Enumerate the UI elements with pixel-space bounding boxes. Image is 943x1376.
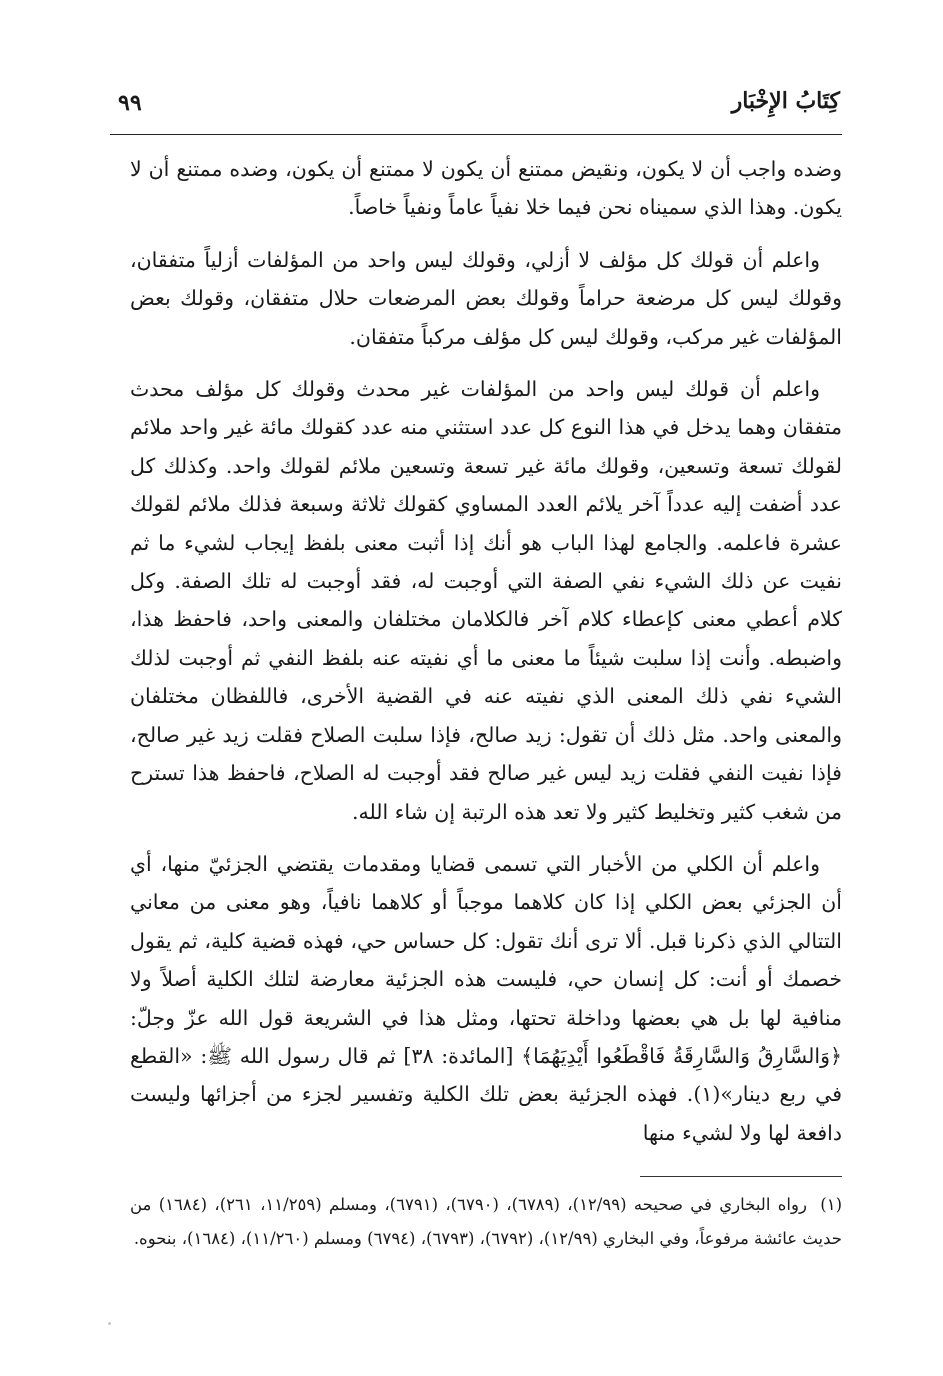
main-text bbox=[130, 150, 842, 1166]
page-number: ٩٩ bbox=[118, 90, 142, 116]
footnote-number: (١) bbox=[820, 1195, 842, 1214]
header-divider bbox=[110, 134, 842, 135]
footnotes bbox=[130, 1188, 842, 1256]
footnote-text: رواه البخاري في صحيحه (١٢/٩٩)، (٦٧٨٩)، (٦٧٩٠)، (٦٧٩١)، ومسلم (١١/٢٥٩، ٢٦١)، (١٦٨٤) من حديث عائشة مرفوعاً، وفي البخاري (١٢/٩٩)، (٦٧٩٢)، (٦٧٩٣)، (٦٧٩٤) ومسلم (١١/٢٦٠)، (١٦٨٤)، بنحوه. bbox=[130, 1195, 842, 1248]
paragraph-3: واعلم أن قولك ليس واحد من المؤلفات غير محدث وقولك كل مؤلف محدث متفقان وهما يدخل في هذا النوع كل عدد استثني منه عدد كقولك مائة غير واحد ملائم لقولك تسعة وتسعين، وقولك مائة غير تسعة وتسعين ملائم لقولك واحد. وكذلك كل عدد أضفت إليه عدداً آخر يلائم العدد المساوي كقولك ثلاثة وسبعة فذلك ملائم لقولك عشرة فاعلمه. والجامع لهذا الباب هو أنك إذا أثبت معنى بلفظ إيجاب لشيء ما ثم نفيت عن ذلك الشيء نفي الصفة التي أوجبت له، فقد أوجبت له تلك الصفة. وكل كلام أعطي معنى كإعطاء كلام آخر فالكلامان مختلفان والمعنى واحد، فاحفظ هذا، واضبطه. وأنت إذا سلبت شيئاً ما معنى ما أي نفيته عنه بلفظ النفي ثم أوجبت لذلك الشيء نفي ذلك المعنى الذي نفيته عنه في القضية الأخرى، فاللفظان مختلفان والمعنى واحد. مثل ذلك أن تقول: زيد صالح، فإذا سلبت الصلاح فقلت زيد غير صالح، فإذا نفيت النفي فقلت زيد ليس غير صالح فقد أوجبت له الصلاح، فاحفظ هذا تسترح من شغب كثير وتخليط كثير ولا تعد هذه الرتبة إن شاء الله. bbox=[130, 377, 842, 824]
header-title: كِتَابُ الإِخْبَار bbox=[731, 88, 840, 114]
footnote-divider bbox=[640, 1176, 842, 1177]
running-header bbox=[110, 88, 840, 128]
paragraph-2: واعلم أن قولك كل مؤلف لا أزلي، وقولك ليس واحد من المؤلفات أزلياً متفقان، وقولك ليس كل مرضعة حراماً وقولك بعض المرضعات حلال متفقان، وقولك بعض المؤلفات غير مركب، وقولك ليس كل مؤلف مركباً متفقان. bbox=[130, 247, 842, 349]
paragraph-1: وضده واجب أن لا يكون، ونقيض ممتنع أن يكون لا ممتنع أن يكون، وضده ممتنع أن لا يكون. وهذا الذي سميناه نحن فيما خلا نفياً عاماً ونفياً خاصاً. bbox=[130, 157, 842, 220]
scan-artifact bbox=[108, 1322, 111, 1325]
footnote-1 bbox=[130, 1188, 842, 1256]
paragraph-4: واعلم أن الكلي من الأخبار التي تسمى قضايا ومقدمات يقتضي الجزئيّ منها، أي أن الجزئي بعض الكلي إذا كان كلاهما موجباً أو كلاهما نافياً، وهو معنى من معاني التتالي الذي ذكرنا قبل. ألا ترى أنك تقول: كل حساس حي، فهذه قضية كلية، ثم يقول خصمك أو أنت: كل إنسان حي، فليست هذه الجزئية معارضة لتلك الكلية أصلاً ولا منافية لها بل هي بعضها وداخلة تحتها، ومثل هذا في الشريعة قول الله عزّ وجلّ: ﴿وَالسَّارِقُ وَالسَّارِقَةُ فَاقْطَعُوا أَيْدِيَهُمَا﴾ [المائدة: ٣٨] ثم قال رسول الله ﷺ: «القطع في ربع دينار»(١). فهذه الجزئية بعض تلك الكلية وتفسير لجزء من أجزائها وليست دافعة لها ولا لشيء منها bbox=[130, 851, 842, 1145]
